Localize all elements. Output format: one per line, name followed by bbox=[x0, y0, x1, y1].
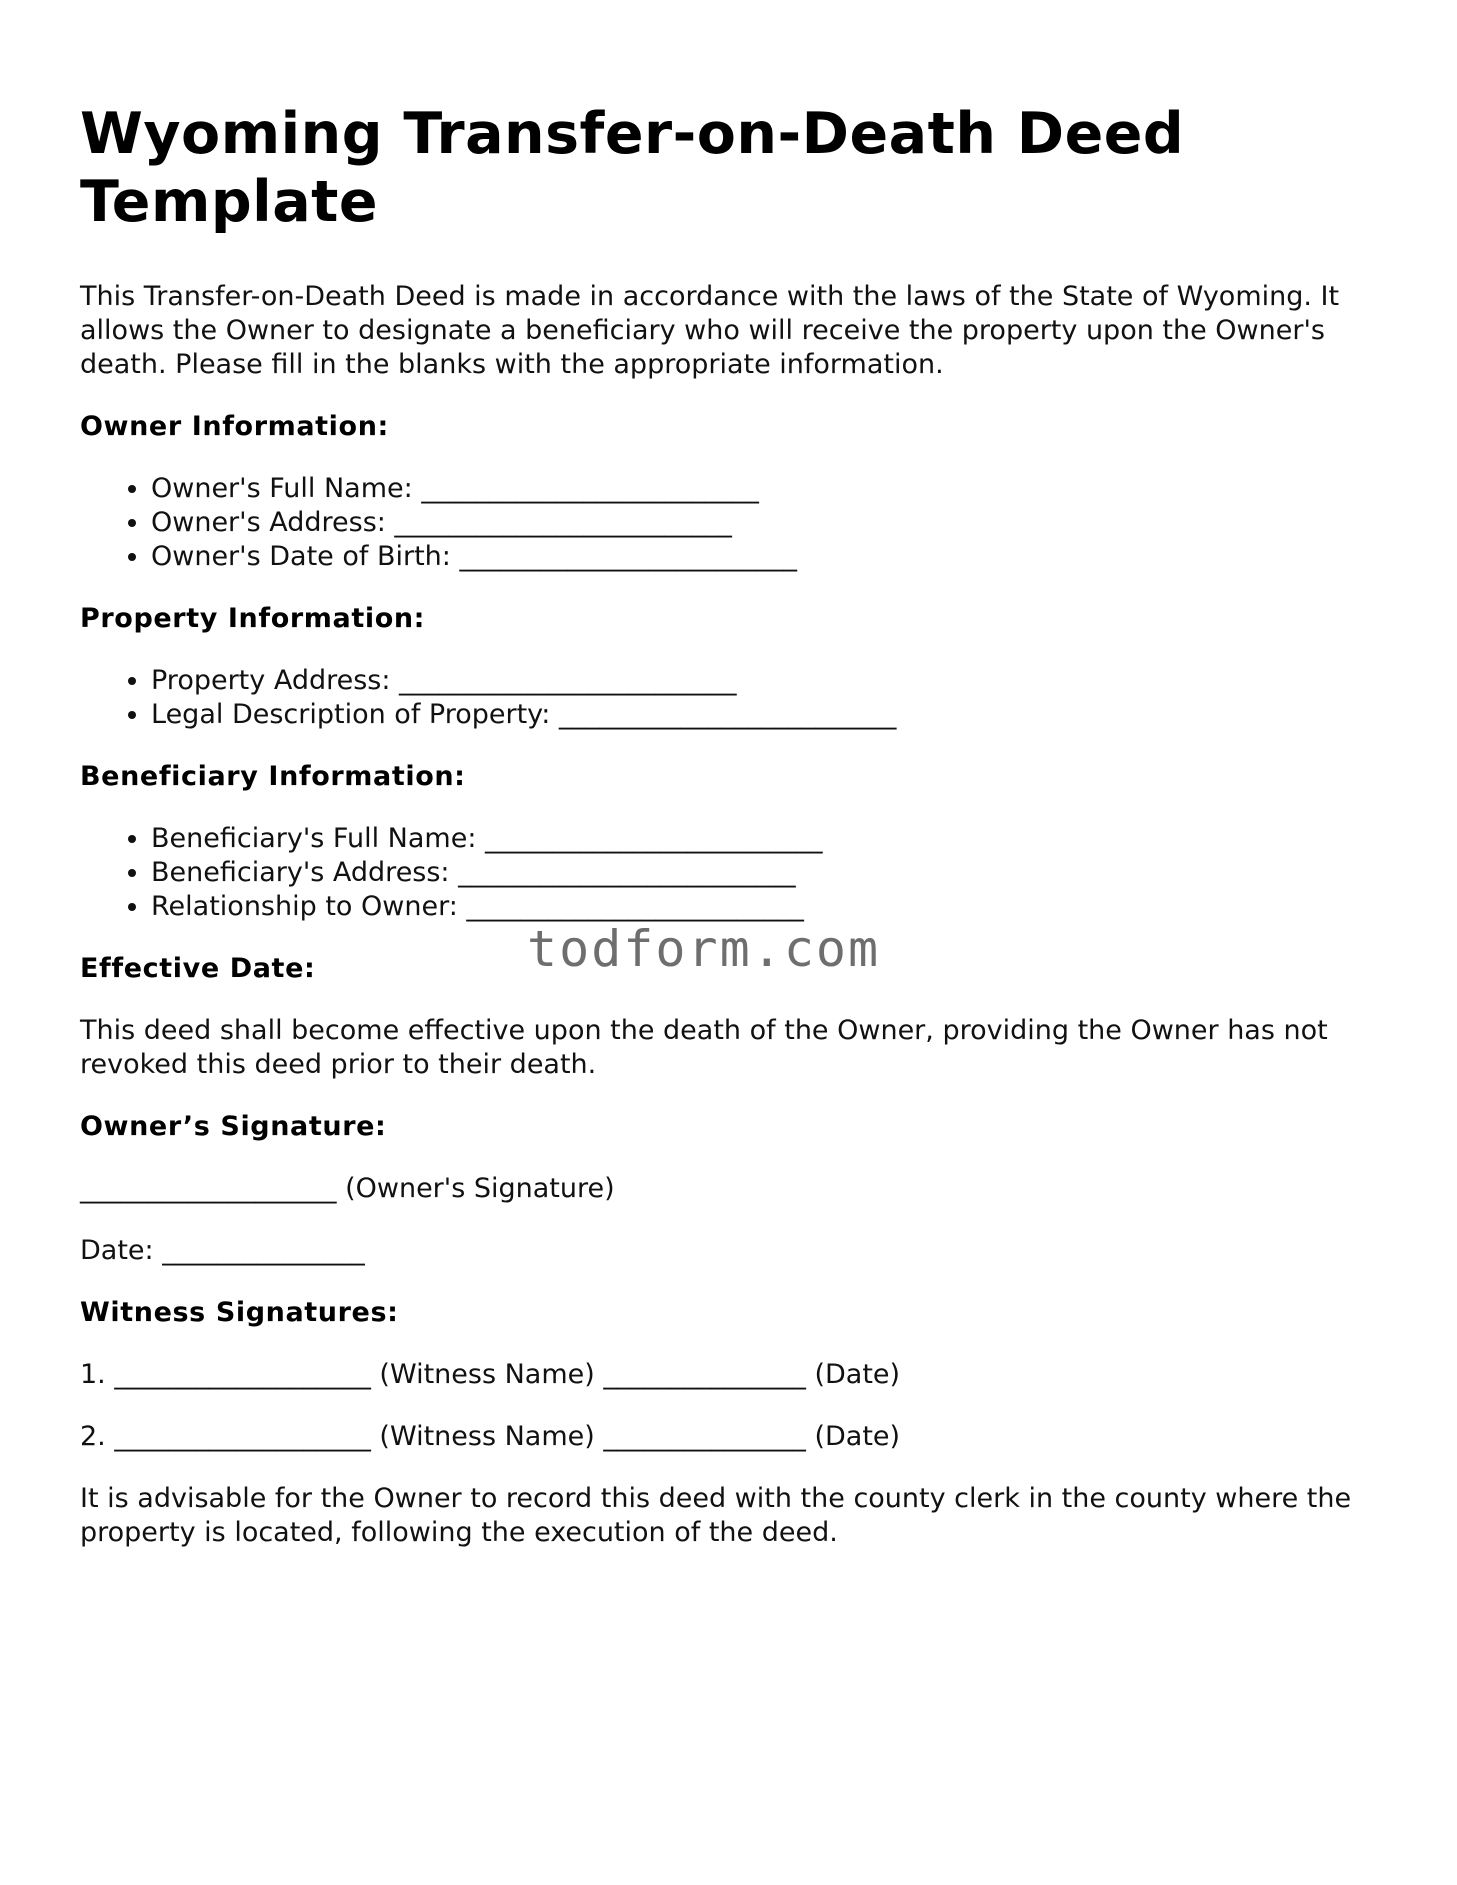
owner-signature-heading: Owner’s Signature: bbox=[80, 1111, 387, 1142]
list-item: • Relationship to Owner: _________________________ bbox=[151, 890, 1380, 924]
property-information-list bbox=[80, 664, 1380, 732]
list-item: • Beneficiary's Address: _________________________ bbox=[151, 856, 1380, 890]
intro-paragraph: This Transfer-on-Death Deed is made in accordance with the laws of the State of Wyoming. It allows the Owner to designate a beneficiary who will receive the property upon the Owner's death. Please fill in the blanks with the appropriate information. bbox=[80, 281, 1340, 380]
property-information-heading: Property Information: bbox=[80, 603, 426, 634]
list-item: • Owner's Address: _________________________ bbox=[151, 506, 1380, 540]
effective-date-heading: Effective Date: bbox=[80, 953, 316, 984]
watermark: todform.com bbox=[527, 920, 881, 978]
effective-date-text: This deed shall become effective upon the death of the Owner, providing the Owner has not revoked this deed prior to their death. bbox=[80, 1015, 1328, 1080]
owner-information-list bbox=[80, 472, 1380, 574]
witness-line-1: 1. ___________________ (Witness Name) _______________ (Date) bbox=[80, 1359, 901, 1390]
list-item: • Property Address: _________________________ bbox=[151, 664, 1380, 698]
witness-signatures-heading: Witness Signatures: bbox=[80, 1297, 399, 1328]
beneficiary-information-heading: Beneficiary Information: bbox=[80, 761, 466, 792]
page-title: Wyoming Transfer-on-Death Deed Template bbox=[80, 101, 1185, 235]
list-item: • Legal Description of Property: _________________________ bbox=[151, 698, 1380, 732]
closing-paragraph: It is advisable for the Owner to record this deed with the county clerk in the county where the property is located, following the execution of the deed. bbox=[80, 1483, 1352, 1548]
owner-information-heading: Owner Information: bbox=[80, 411, 389, 442]
owner-signature-line: ___________________ (Owner's Signature) bbox=[80, 1173, 615, 1204]
list-item: • Owner's Date of Birth: _________________________ bbox=[151, 540, 1380, 574]
deed-document bbox=[80, 100, 1380, 1578]
beneficiary-information-list bbox=[80, 822, 1380, 924]
list-item: • Beneficiary's Full Name: _________________________ bbox=[151, 822, 1380, 856]
witness-line-2: 2. ___________________ (Witness Name) _______________ (Date) bbox=[80, 1421, 901, 1452]
owner-signature-date: Date: _______________ bbox=[80, 1235, 365, 1266]
list-item: • Owner's Full Name: _________________________ bbox=[151, 472, 1380, 506]
